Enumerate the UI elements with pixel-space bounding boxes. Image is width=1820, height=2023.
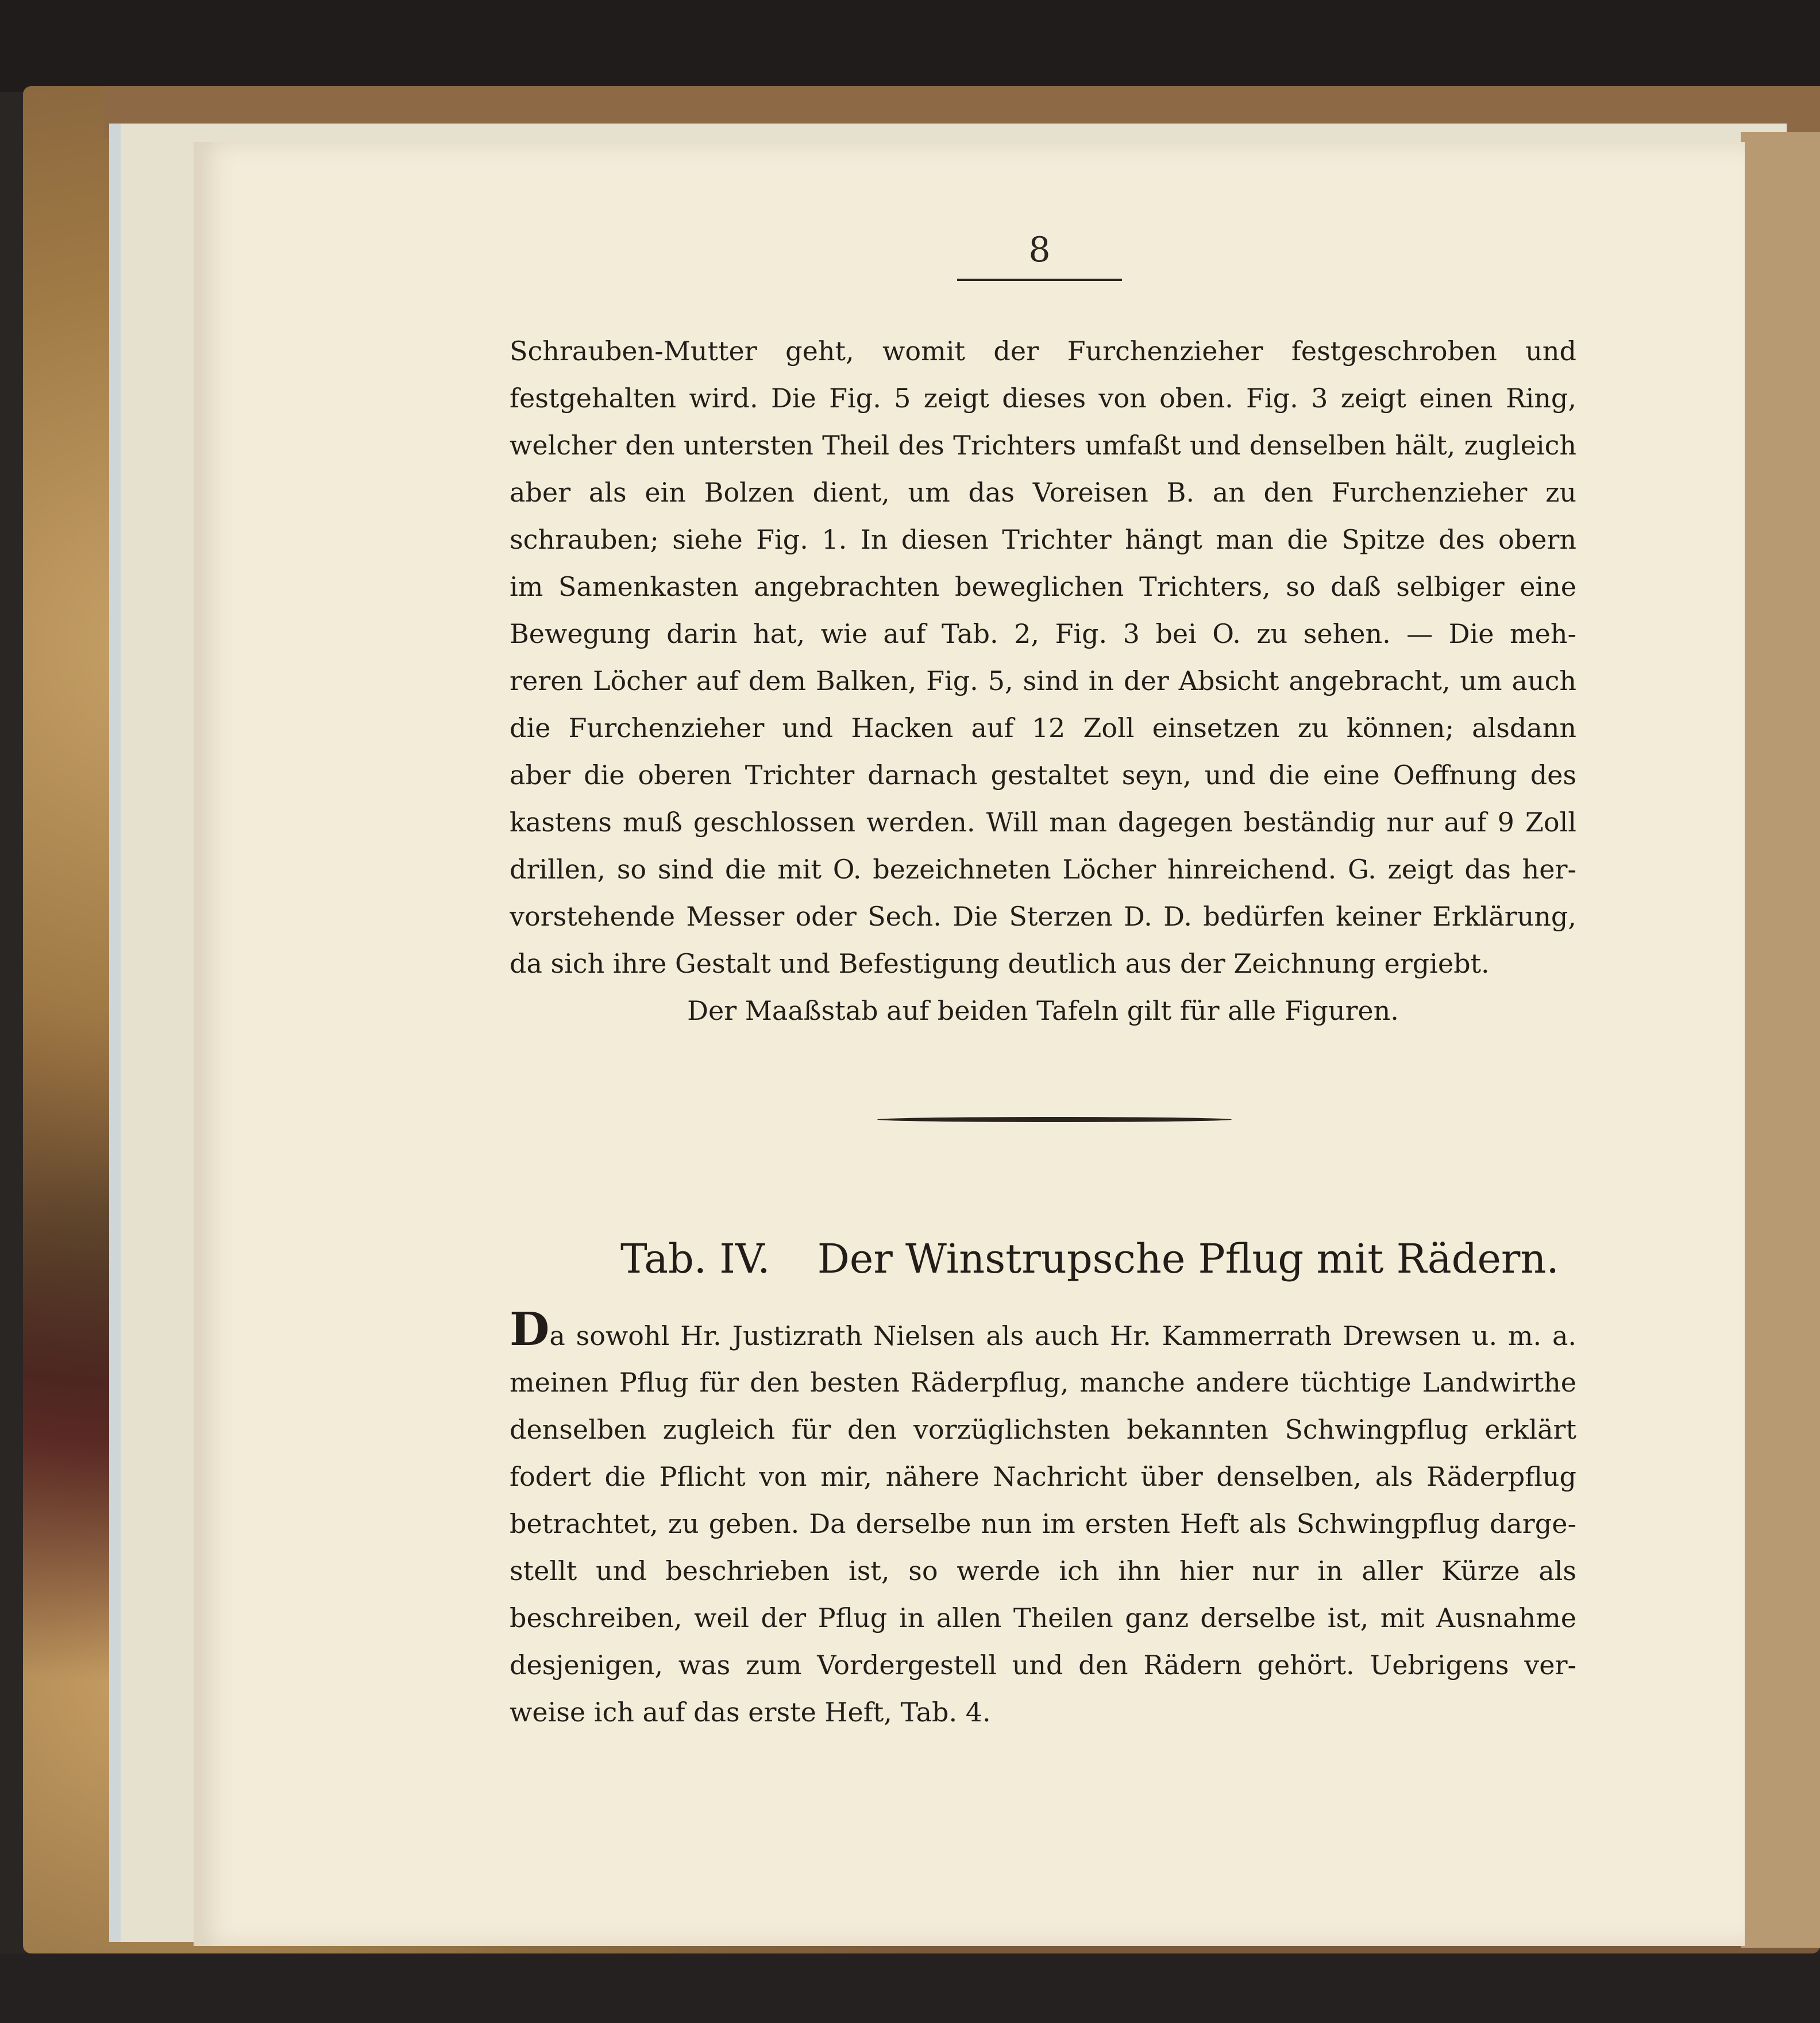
text-line [510, 1312, 1576, 1359]
closing-line: Der Maaßstab auf beiden Tafeln gilt für alle Figuren. [687, 995, 1399, 1026]
section-heading [620, 1235, 1559, 1282]
text-line: meinen Pflug für den besten Räderpflug, manche andere tüchtige Landwirthe [510, 1367, 1576, 1398]
text-line: denselben zugleich für den vorzüglichsten bekannten Schwingpflug erklärt [510, 1414, 1576, 1445]
section-title: Der Winstrupsche Pflug mit Rädern. [817, 1235, 1559, 1282]
background-top [0, 0, 1820, 92]
text-line: im Samenkasten angebrachten beweglichen Trichters, so daß selbiger eine [510, 571, 1576, 602]
text-line: vorstehende Messer oder Sech. Die Sterzen D. D. bedürfen keiner Erklärung, [510, 901, 1576, 932]
text-line: Schrauben-Mutter geht, womit der Furchenzieher festgeschroben und [510, 336, 1576, 367]
paragraph-1 [510, 327, 1576, 1034]
page-number: 8 [1028, 230, 1051, 270]
text-line: aber als ein Bolzen dient, um das Voreisen B. an den Furchenzieher zu [510, 477, 1576, 508]
text-line: weise ich auf das erste Heft, Tab. 4. [510, 1697, 991, 1728]
text-line: die Furchenzieher und Hacken auf 12 Zoll einsetzen zu können; alsdann [510, 712, 1576, 743]
page-number-rule [957, 279, 1122, 281]
text-line: festgehalten wird. Die Fig. 5 zeigt dieses von oben. Fig. 3 zeigt einen Ring, [510, 383, 1576, 414]
book-right-edge [1741, 132, 1820, 1948]
text-line: beschreiben, weil der Pflug in allen Theilen ganz derselbe ist, mit Ausnahme [510, 1602, 1576, 1633]
text-line: drillen, so sind die mit O. bezeichneten Löcher hinreichend. G. zeigt das her- [510, 854, 1576, 885]
first-line-text: a sowohl Hr. Justizrath Nielsen als auch Hr. Kammerrath Drewsen u. m. a. [549, 1320, 1576, 1351]
drop-cap: D [510, 1312, 550, 1356]
text-line: welcher den untersten Theil des Trichters umfaßt und denselben hält, zugleich [510, 430, 1576, 461]
section-tab-label: Tab. IV. [620, 1235, 770, 1282]
text-line: fodert die Pflicht von mir, nähere Nachricht über denselben, als Räderpflug [510, 1461, 1576, 1492]
text-line: schrauben; siehe Fig. 1. In diesen Trichter hängt man die Spitze des obern [510, 524, 1576, 555]
text-line: kastens muß geschlossen werden. Will man dagegen beständig nur auf 9 Zoll [510, 807, 1576, 838]
text-line: desjenigen, was zum Vordergestell und den Rädern gehört. Uebrigens ver- [510, 1650, 1576, 1681]
background-bottom [0, 1953, 1820, 2023]
text-line: stellt und beschrieben ist, so werde ich ihn hier nur in aller Kürze als [510, 1555, 1576, 1586]
text-line: reren Löcher auf dem Balken, Fig. 5, sind in der Absicht angebracht, um auch [510, 665, 1576, 696]
paragraph-2 [510, 1312, 1576, 1736]
section-divider [877, 1117, 1232, 1122]
text-line: betrachtet, zu geben. Da derselbe nun im ersten Heft als Schwingpflug darge- [510, 1508, 1576, 1539]
text-line: aber die oberen Trichter darnach gestaltet seyn, und die eine Oeffnung des [510, 760, 1576, 791]
text-line: Bewegung darin hat, wie auf Tab. 2, Fig. 3 bei O. zu sehen. — Die meh- [510, 618, 1576, 649]
text-line: da sich ihre Gestalt und Befestigung deutlich aus der Zeichnung ergiebt. [510, 948, 1490, 979]
